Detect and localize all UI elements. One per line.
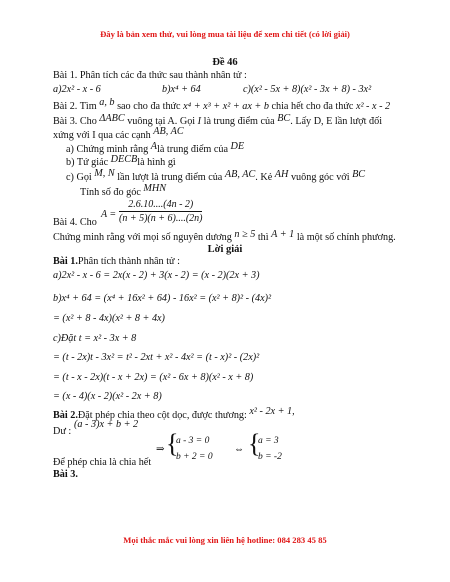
- bai2-poly: x⁴ + x³ + x² + ax + b: [183, 101, 269, 112]
- sol1-head-text: Phân tích thành nhân tử :: [77, 256, 180, 267]
- bai3-line1: [53, 113, 383, 128]
- bai4-line2: [53, 229, 396, 244]
- preview-banner-top: Đây là bản xem thử, vui lòng mua tài liệu để xem chi tiết (có lời giải): [100, 29, 350, 39]
- sys1-line2: b + 2 = 0: [176, 452, 213, 462]
- bai2-pre: Bài 2. Tìm: [53, 101, 97, 112]
- exam-title: Đề 46: [212, 57, 238, 68]
- bai2-post: chia hết cho đa thức: [271, 101, 354, 112]
- implies-arrow: ⇒: [156, 444, 165, 455]
- bai4-expr: A + 1: [271, 229, 295, 240]
- bai3-c-bc: BC: [352, 169, 366, 180]
- bai2-divisor: x² - x - 2: [355, 101, 391, 112]
- sol2-cond: Để phép chia là chia hết: [53, 457, 152, 468]
- bai3-b-pre: b) Tứ giác: [66, 157, 109, 168]
- bai3-c-pre: c) Gọi: [66, 172, 92, 183]
- bai4-label: Bài 4. Cho: [53, 217, 97, 228]
- system-2: [258, 435, 282, 463]
- sol2-remainder: (a - 3)x + b + 2: [74, 419, 139, 430]
- sys2-line1: a = 3: [258, 436, 279, 446]
- bai3-c: [66, 168, 366, 184]
- bai3-sides: AB, AC: [153, 126, 184, 137]
- bai3-b: [66, 154, 176, 169]
- sys2-line2: b = -2: [258, 452, 282, 462]
- sol2-head-bold: Bài 2.: [53, 410, 78, 421]
- bai3-bc: BC: [277, 113, 291, 124]
- fraction-bar: [119, 211, 202, 212]
- sol1-c: c)Đặt t = x² - 3x + 8: [53, 333, 137, 344]
- bai1-c: c)(x² - 5x + 8)(x² - 3x + 8) - 3x²: [243, 84, 372, 95]
- bai3-c-mhn: MHN: [143, 183, 167, 194]
- bai3-line2: [53, 126, 184, 142]
- bai4-fraction: [101, 199, 202, 224]
- bai4-line2-mid: thì: [257, 232, 269, 243]
- solution-heading: Lời giải: [207, 244, 243, 255]
- bai3-a-de: DE: [230, 141, 245, 152]
- bai2-statement: [53, 97, 391, 113]
- bai4-line2-pre: Chứng minh rằng với mọi số nguyên dương: [53, 232, 232, 243]
- bai2-mid: sao cho đa thức: [117, 101, 181, 112]
- bai3-c-line2-pre: Tính số đo góc: [80, 187, 141, 198]
- system-brace-right: {: [248, 429, 261, 458]
- sol3-head: Bài 3.: [53, 469, 78, 480]
- bai3-mid2: là trung điểm của: [203, 116, 275, 127]
- bai3-triangle: ΔABC: [99, 113, 125, 124]
- bai3-b-post: là hình gì: [137, 157, 176, 168]
- bai4-numerator: 2.6.10....(4n - 2): [128, 199, 194, 210]
- bai3-c-line2: [80, 183, 167, 199]
- sol1-b2: = (x² + 8 - 4x)(x² + 8 + 4x): [53, 313, 165, 324]
- bai3-post: . Lấy D, E lần lượt đối: [290, 116, 383, 127]
- bai2-vars: a, b: [99, 97, 115, 108]
- sol1-c2: = (t - 2x)t - 3x² = t² - 2xt + x² - 4x² = (t - x)² - (2x)²: [53, 352, 260, 363]
- bai3-mid: vuông tại A. Gọi: [127, 116, 196, 127]
- sol1-a: a)2x² - x - 6 = 2x(x - 2) + 3(x - 2) = (x - 2)(2x + 3): [53, 270, 260, 281]
- sol2-head-text: Đặt phép chia theo cột dọc, được thương:: [77, 410, 247, 421]
- bai3-c-mid: lần lượt là trung điểm của: [117, 172, 223, 183]
- hotline-banner: Mọi thắc mắc vui lòng xin liên hệ hotline: 084 283 45 85: [123, 535, 327, 545]
- bai3-i: I: [197, 116, 202, 127]
- bai3-c-mid2: . Kẻ: [255, 172, 273, 183]
- bai3-b-var: DECB: [110, 154, 138, 165]
- bai3-c-ah: AH: [274, 169, 289, 180]
- bai4-line2-post: là một số chính phương.: [296, 232, 396, 243]
- bai4-denominator: (n + 5)(n + 6)....(2n): [119, 213, 203, 224]
- bai3-a-mid: là trung điểm của: [156, 144, 228, 155]
- bai3-c-vars: M, N: [94, 168, 115, 179]
- equiv-arrow: ⇔: [234, 444, 245, 455]
- sol1-head: [53, 256, 180, 268]
- bai4-a-eq: A =: [101, 209, 117, 220]
- bai3-c-mid3: vuông góc với: [290, 172, 350, 183]
- bai3-pre: Bài 3. Cho: [53, 116, 97, 127]
- bai3-a-var: A: [150, 141, 157, 152]
- sol1-c3: = (t - x - 2x)(t - x + 2x) = (x² - 6x + 8)(x² - x + 8): [53, 372, 254, 383]
- bai1-a: a)2x² - x - 6: [53, 84, 101, 95]
- bai3-a-pre: a) Chứng minh rằng: [66, 144, 149, 155]
- bai3-line2-pre: xứng với I qua các cạnh: [53, 130, 151, 141]
- sol1-head-bold: Bài 1.: [53, 256, 78, 267]
- bai4-cond: n ≥ 5: [234, 229, 256, 240]
- system-brace-left: {: [166, 429, 179, 458]
- sol1-c4: = (x - 4)(x - 2)(x² - 2x + 8): [53, 391, 162, 402]
- sol1-b: b)x⁴ + 64 = (x⁴ + 16x² + 64) - 16x² = (x² + 8)² - (4x)²: [53, 293, 272, 304]
- system-1: [176, 435, 213, 463]
- sys1-line1: a - 3 = 0: [176, 436, 210, 446]
- sol2-du-label: Dư :: [53, 426, 72, 437]
- bai3-a: [66, 141, 245, 156]
- bai3-c-sides: AB, AC: [224, 169, 256, 180]
- sol2-quotient: x² - 2x + 1,: [249, 406, 295, 417]
- bai1-intro: Bài 1. Phân tích các đa thức sau thành nhân tử :: [53, 70, 247, 81]
- bai1-b: b)x⁴ + 64: [162, 84, 201, 95]
